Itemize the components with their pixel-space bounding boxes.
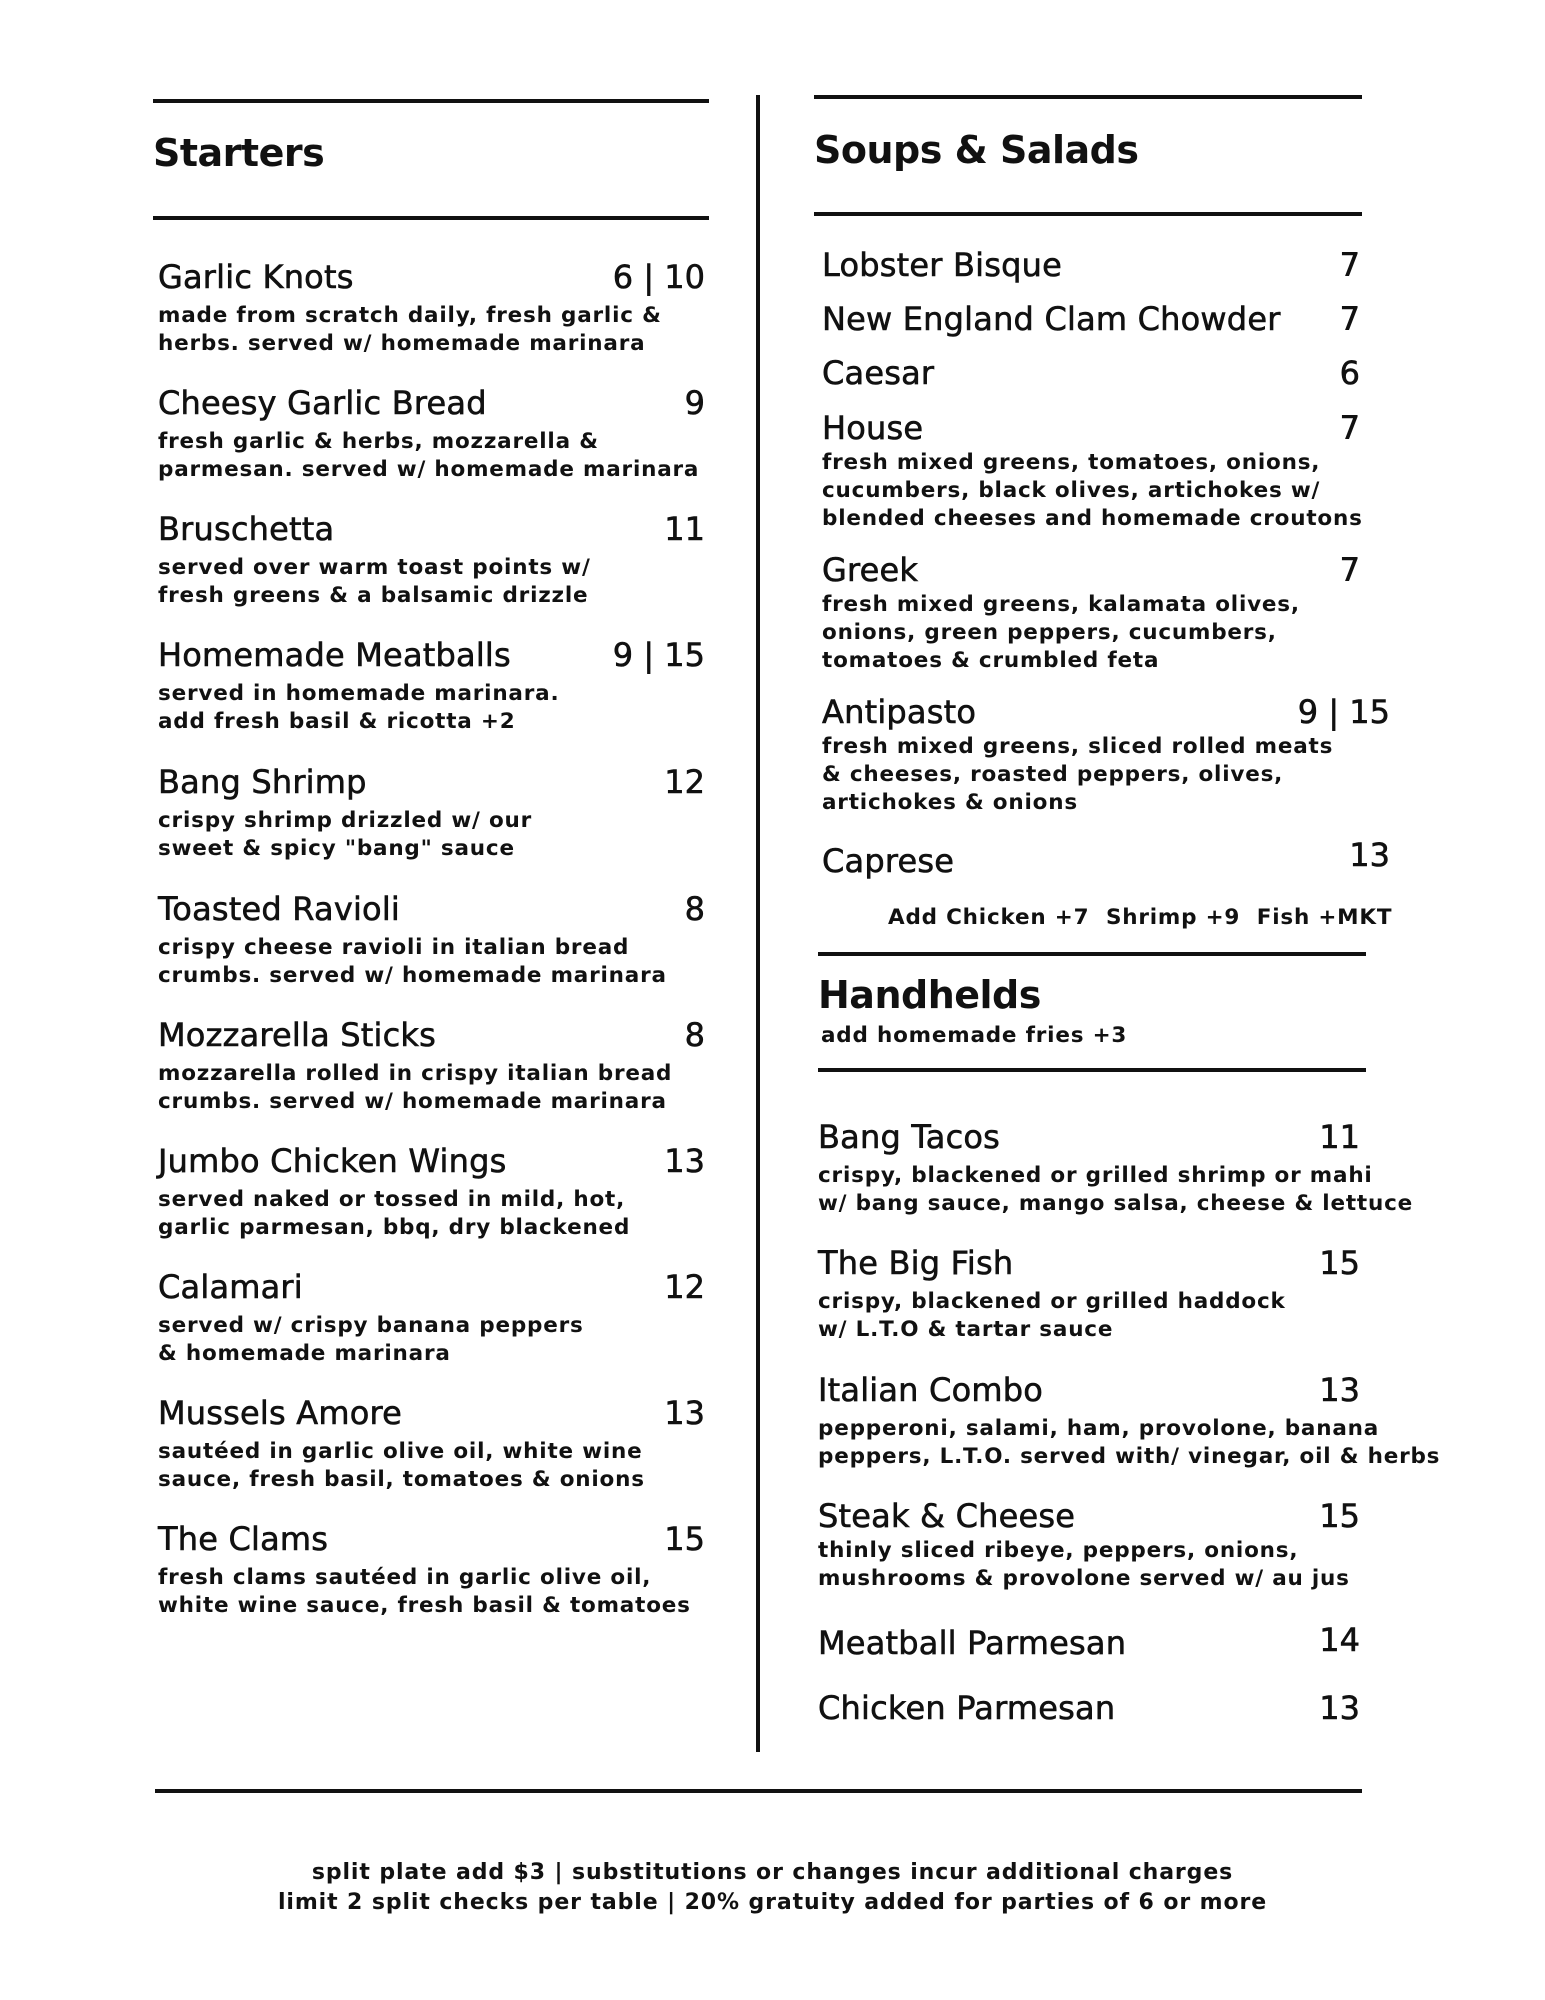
item-name: Mussels Amore — [158, 1394, 403, 1432]
menu-item — [158, 1520, 705, 1620]
menu-item — [158, 890, 705, 990]
item-name: Chicken Parmesan — [818, 1689, 1116, 1727]
item-name: Toasted Ravioli — [158, 890, 401, 928]
item-name: Mozzarella Sticks — [158, 1016, 437, 1054]
menu-item — [158, 1268, 705, 1368]
column-divider — [756, 95, 760, 1752]
handhelds-subtitle: add homemade fries +3 — [821, 1023, 1128, 1048]
item-name: Italian Combo — [818, 1371, 1044, 1409]
item-name: The Clams — [158, 1520, 329, 1558]
menu-item — [158, 1016, 705, 1116]
item-description: crispy, blackened or grilled shrimp or mahi w/ bang sauce, mango salsa, cheese & lettuce — [818, 1163, 1414, 1216]
item-name: Caesar — [822, 354, 935, 392]
item-description: mozzarella rolled in crispy italian bread crumbs. served w/ homemade marinara — [158, 1061, 673, 1114]
soups-top-rule — [814, 95, 1362, 99]
starters-top-rule — [153, 99, 709, 103]
starters-bottom-rule — [153, 216, 709, 220]
item-name: Greek — [822, 551, 919, 589]
soups-bottom-rule — [814, 212, 1362, 216]
item-name: Bruschetta — [158, 510, 335, 548]
item-name: Jumbo Chicken Wings — [158, 1142, 507, 1180]
item-description: crispy shrimp drizzled w/ our sweet & spicy "bang" sauce — [158, 808, 533, 861]
item-description: served w/ crispy banana peppers & homemade marinara — [158, 1313, 584, 1366]
item-price: 7 — [1339, 409, 1360, 447]
footer-line-1: split plate add $3 | substitutions or changes incur additional charges — [311, 1860, 1234, 1885]
item-price: 12 — [664, 763, 705, 801]
item-price: 13 — [664, 1142, 705, 1180]
item-price: 15 — [664, 1520, 705, 1558]
menu-item — [158, 258, 705, 358]
menu-item — [818, 1371, 1441, 1471]
item-price: 15 — [1319, 1497, 1360, 1535]
menu-item — [822, 836, 1390, 880]
item-price: 8 — [684, 1016, 705, 1054]
item-name: Meatball Parmesan — [818, 1624, 1127, 1662]
item-price: 7 — [1339, 246, 1360, 284]
menu-item — [818, 1621, 1380, 1662]
item-price: 6 — [1339, 354, 1360, 392]
menu-item — [818, 1118, 1414, 1218]
footer-rule — [155, 1789, 1362, 1793]
menu-item — [158, 763, 705, 863]
item-description: served over warm toast points w/ fresh greens & a balsamic drizzle — [158, 555, 591, 608]
menu-item — [822, 551, 1360, 675]
handhelds-bottom-rule — [818, 1068, 1366, 1072]
item-price: 9 — [684, 384, 705, 422]
item-description: pepperoni, salami, ham, provolone, banana peppers, L.T.O. served with/ vinegar, oil & herbs — [818, 1416, 1441, 1469]
footer-line-2: limit 2 split checks per table | 20% gratuity added for parties of 6 or more — [277, 1890, 1268, 1915]
handhelds-top-rule — [818, 952, 1366, 956]
item-price: 11 — [1319, 1118, 1360, 1156]
item-name: Lobster Bisque — [822, 246, 1062, 284]
item-name: New England Clam Chowder — [822, 300, 1281, 338]
item-price: 13 — [1319, 1371, 1360, 1409]
soups-salads-title: Soups & Salads — [814, 128, 1139, 172]
menu-item — [822, 409, 1363, 533]
item-name: Bang Shrimp — [158, 763, 367, 801]
starters-title: Starters — [153, 131, 325, 175]
item-name: Steak & Cheese — [818, 1497, 1076, 1535]
item-description: fresh mixed greens, kalamata olives, onions, green peppers, cucumbers, tomatoes & crumbled feta — [822, 592, 1300, 673]
item-name: Antipasto — [822, 693, 977, 731]
menu-item — [158, 510, 705, 610]
item-name: Homemade Meatballs — [158, 636, 511, 674]
item-name: Calamari — [158, 1268, 303, 1306]
item-price: 9 | 15 — [1297, 693, 1390, 731]
item-description: thinly sliced ribeye, peppers, onions, mushrooms & provolone served w/ au jus — [818, 1538, 1350, 1591]
item-price: 13 — [664, 1394, 705, 1432]
handhelds-title: Handhelds — [818, 973, 1041, 1017]
item-name: Cheesy Garlic Bread — [158, 384, 487, 422]
item-price: 13 — [1319, 1689, 1360, 1727]
item-price: 6 | 10 — [612, 258, 705, 296]
menu-item — [822, 246, 1360, 284]
item-price: 7 — [1339, 300, 1360, 338]
item-description: served in homemade marinara. add fresh basil & ricotta +2 — [158, 681, 560, 734]
item-name: Caprese — [822, 842, 955, 880]
item-description: made from scratch daily, fresh garlic & herbs. served w/ homemade marinara — [158, 303, 662, 356]
item-description: fresh garlic & herbs, mozzarella & parmesan. served w/ homemade marinara — [158, 429, 700, 482]
salad-addons: Add Chicken +7 Shrimp +9 Fish +MKT — [888, 905, 1393, 930]
item-description: fresh mixed greens, sliced rolled meats & cheeses, roasted peppers, olives, artichokes & onions — [822, 734, 1334, 815]
item-description: fresh mixed greens, tomatoes, onions, cucumbers, black olives, artichokes w/ blended cheeses and homemade croutons — [822, 450, 1363, 531]
item-price: 11 — [664, 510, 705, 548]
item-price: 13 — [1349, 836, 1390, 874]
item-name: The Big Fish — [818, 1244, 1014, 1282]
menu-item — [822, 354, 1360, 392]
item-description: served naked or tossed in mild, hot, garlic parmesan, bbq, dry blackened — [158, 1187, 631, 1240]
item-name: Garlic Knots — [158, 258, 354, 296]
footer-notes — [0, 1858, 1545, 1918]
item-price: 12 — [664, 1268, 705, 1306]
menu-item — [818, 1244, 1380, 1344]
item-price: 14 — [1319, 1621, 1360, 1659]
menu-item — [818, 1689, 1380, 1727]
item-price: 7 — [1339, 551, 1360, 589]
menu-item — [822, 300, 1360, 338]
item-price: 9 | 15 — [612, 636, 705, 674]
menu-item — [822, 693, 1390, 817]
menu-item — [158, 384, 705, 484]
menu-item — [158, 636, 705, 736]
menu-item — [158, 1394, 705, 1494]
item-price: 15 — [1319, 1244, 1360, 1282]
item-description: fresh clams sautéed in garlic olive oil, white wine sauce, fresh basil & tomatoes — [158, 1565, 691, 1618]
item-description: sautéed in garlic olive oil, white wine sauce, fresh basil, tomatoes & onions — [158, 1439, 645, 1492]
item-price: 8 — [684, 890, 705, 928]
item-description: crispy, blackened or grilled haddock w/ L.T.O & tartar sauce — [818, 1289, 1286, 1342]
item-name: Bang Tacos — [818, 1118, 1001, 1156]
item-description: crispy cheese ravioli in italian bread crumbs. served w/ homemade marinara — [158, 935, 667, 988]
item-name: House — [822, 409, 924, 447]
menu-item — [818, 1497, 1380, 1593]
menu-item — [158, 1142, 705, 1242]
